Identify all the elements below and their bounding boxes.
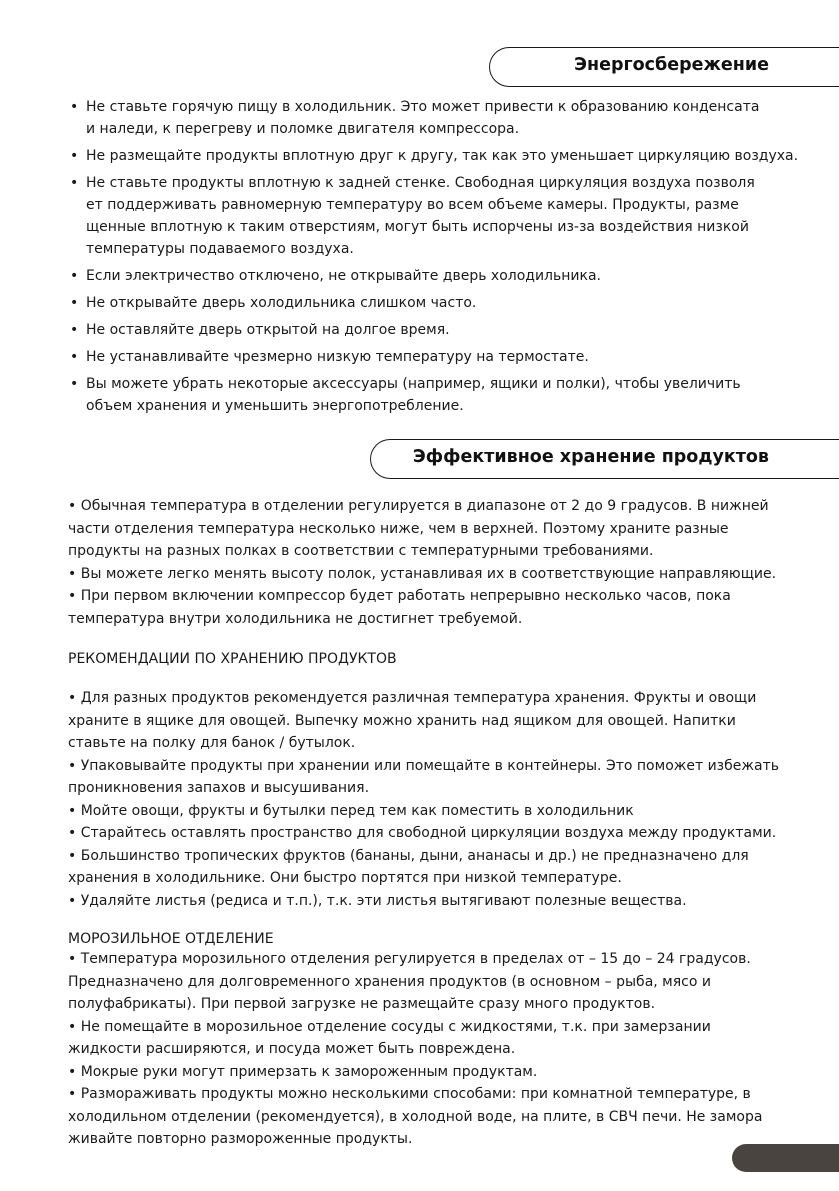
- text-line: • Мойте овощи, фрукты и бутылки перед тем как поместить в холодильник: [68, 802, 634, 819]
- section-title-energy-saving: Энергосбережение: [574, 55, 769, 75]
- text-line: • При первом включении компрессор будет работать непрерывно несколько часов, пока: [68, 588, 731, 604]
- text-line: Предназначено для долговременного хранения продуктов (в основном – рыба, мясо и: [68, 973, 711, 990]
- list-item: [66, 145, 806, 167]
- text-line: • Большинство тропических фруктов (бананы, дыни, ананасы и др.) не предназначено для: [68, 847, 749, 864]
- recommendations-text: [68, 687, 828, 912]
- energy-saving-list: [66, 96, 806, 422]
- list-item-line: ет поддерживать равномерную температуру во всем объеме камеры. Продукты, разме: [86, 197, 739, 213]
- list-item: [66, 292, 806, 314]
- list-item: [66, 346, 806, 368]
- list-item: [66, 319, 806, 341]
- text-line: части отделения температура несколько ниже, чем в верхней. Поэтому храните разные: [68, 520, 729, 537]
- text-line: холодильном отделении (рекомендуется), в холодной воде, на плите, в СВЧ печи. Не замора: [68, 1108, 763, 1125]
- list-item-line: и наледи, к перегреву и поломке двигателя компрессора.: [86, 121, 520, 137]
- text-line: проникновения запахов и высушивания.: [68, 780, 370, 796]
- list-item-line: • Не ставьте горячую пищу в холодильник. Это может привести к образованию конденсата: [86, 99, 760, 115]
- freezer-heading: МОРОЗИЛЬНОЕ ОТДЕЛЕНИЕ: [68, 931, 274, 947]
- text-line: храните в ящике для овощей. Выпечку можно хранить над ящиком для овощей. Напитки: [68, 712, 736, 729]
- text-line: ставьте на полку для банок / бутылок.: [68, 735, 356, 751]
- section-header-food-storage: [370, 439, 839, 479]
- text-line: продукты на разных полках в соответствии с температурными требованиями.: [68, 543, 654, 559]
- text-line: • Мокрые руки могут примерзать к замороженным продуктам.: [68, 1063, 538, 1080]
- text-line: • Старайтесь оставлять пространство для свободной циркуляции воздуха между продуктами.: [68, 825, 777, 841]
- list-item: [66, 373, 806, 417]
- text-line: температура внутри холодильника не достигнет требуемой.: [68, 610, 523, 627]
- freezer-text: [68, 948, 828, 1151]
- list-item-line: температуры подаваемого воздуха.: [86, 241, 354, 257]
- text-line: • Для разных продуктов рекомендуется различная температура хранения. Фрукты и овощи: [68, 690, 757, 706]
- list-item-line: объем хранения и уменьшить энергопотребление.: [86, 398, 464, 414]
- list-item-line: • Вы можете убрать некоторые аксессуары (например, ящики и полки), чтобы увеличить: [86, 376, 741, 392]
- text-line: • Упаковывайте продукты при хранении или помещайте в контейнеры. Это поможет избежать: [68, 757, 779, 774]
- section-header-energy-saving: [489, 47, 839, 87]
- text-line: • Размораживать продукты можно несколькими способами: при комнатной температуре, в: [68, 1086, 751, 1102]
- list-item-line: • Если электричество отключено, не открывайте дверь холодильника.: [86, 268, 601, 284]
- recommendations-heading: РЕКОМЕНДАЦИИ ПО ХРАНЕНИЮ ПРОДУКТОВ: [68, 651, 397, 667]
- text-line: • Вы можете легко менять высоту полок, устанавливая их в соответствующие направляющие.: [68, 565, 777, 582]
- list-item: [66, 96, 806, 140]
- text-line: живайте повторно размороженные продукты.: [68, 1131, 413, 1147]
- text-line: • Обычная температура в отделении регулируется в диапазоне от 2 до 9 градусов. В нижней: [68, 498, 769, 514]
- list-item-line: • Не размещайте продукты вплотную друг к другу, так как это уменьшает циркуляцию воздуха.: [86, 148, 799, 164]
- list-item-line: щенные вплотную к таким отверстиям, могут быть испорчены из-за воздействия низкой: [86, 219, 749, 235]
- list-item-line: • Не оставляйте дверь открытой на долгое время.: [86, 322, 450, 338]
- text-line: полуфабрикаты). При первой загрузке не размещайте сразу много продуктов.: [68, 996, 656, 1012]
- text-line: • Удаляйте листья (редиса и т.п.), т.к. эти листья вытягивают полезные вещества.: [68, 892, 687, 909]
- list-item-line: • Не ставьте продукты вплотную к задней стенке. Свободная циркуляция воздуха позволя: [86, 175, 755, 191]
- list-item-line: • Не устанавливайте чрезмерно низкую температуру на термостате.: [86, 349, 589, 365]
- list-item: [66, 265, 806, 287]
- text-line: хранения в холодильнике. Они быстро портятся при низкой температуре.: [68, 870, 622, 886]
- text-line: • Температура морозильного отделения регулируется в пределах от – 15 до – 24 градусов.: [68, 951, 751, 967]
- text-line: жидкости расширяются, и посуда может быть повреждена.: [68, 1041, 516, 1057]
- food-storage-text: [68, 495, 828, 630]
- list-item: [66, 172, 806, 260]
- page-number-tab: [732, 1144, 839, 1172]
- section-title-food-storage: Эффективное хранение продуктов: [412, 447, 769, 467]
- list-item-line: • Не открывайте дверь холодильника слишком часто.: [86, 295, 477, 311]
- text-line: • Не помещайте в морозильное отделение сосуды с жидкостями, т.к. при замерзании: [68, 1018, 711, 1035]
